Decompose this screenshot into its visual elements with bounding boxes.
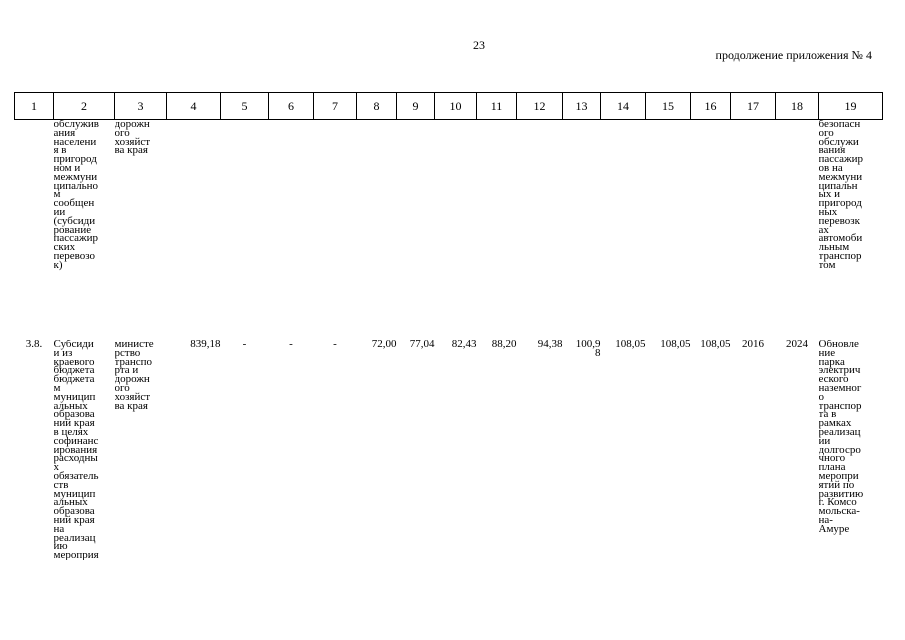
column-header: 2 — [54, 93, 115, 120]
table-row-continued — [15, 120, 883, 341]
table-cell — [15, 120, 54, 341]
column-header: 6 — [269, 93, 314, 120]
table-cell — [517, 120, 563, 341]
table-cell-responsible: министе рство транспо рта и дорожн ого хозяйст ва края — [114, 340, 154, 412]
table-cell — [477, 120, 517, 341]
table-cell-value: 94,38 — [537, 338, 563, 350]
column-header: 3 — [115, 93, 167, 120]
table-cell-result: безопасн ого обслужи вания пассажир ов на межмуни ципальн ых и пригород ных перевозк ах автомоби льным транспор том — [818, 119, 864, 271]
table-cell-description: Субсиди и из краевого бюджета бюджета м муницип альных образова ний края в целях софинанс ирования расходны х обязатель ств муницип альных образова ний края на реализац ию мероприя — [53, 340, 99, 560]
table-cell — [563, 120, 601, 341]
table-cell — [314, 120, 357, 341]
table-cell-value: 108,05 — [660, 338, 691, 350]
table-row-3-8 — [15, 340, 883, 560]
table-cell-value: 108,05 — [700, 338, 731, 350]
column-header: 19 — [819, 93, 883, 120]
table-cell-responsible: дорожн ого хозяйст ва края — [114, 119, 151, 157]
table-cell-value: 72,00 — [371, 338, 397, 350]
column-header: 1 — [15, 93, 54, 120]
column-header: 7 — [314, 93, 357, 120]
table-cell — [221, 120, 269, 341]
column-header: 4 — [167, 93, 221, 120]
column-header: 16 — [691, 93, 731, 120]
column-header: 10 — [435, 93, 477, 120]
table-cell — [269, 120, 314, 341]
table-cell-description: обслужив ания населени я в пригород ном и межмуни ципально м сообщен ии (субсиди рование пассажир ских перевозо к) — [53, 119, 100, 271]
column-header: 14 — [601, 93, 646, 120]
column-header: 15 — [646, 93, 691, 120]
table-cell-value: - — [289, 338, 293, 350]
column-header: 11 — [477, 93, 517, 120]
column-header: 18 — [776, 93, 819, 120]
table-cell-value: - — [242, 338, 247, 350]
table-cell — [731, 120, 776, 341]
column-header: 5 — [221, 93, 269, 120]
table-cell-value: 100,9 8 — [575, 338, 601, 359]
table-cell-value: 88,20 — [491, 338, 517, 350]
column-header: 17 — [731, 93, 776, 120]
table-cell-value: 839,18 — [190, 338, 221, 350]
table-cell — [435, 120, 477, 341]
table-cell-value: - — [333, 338, 337, 350]
table-header-row — [15, 93, 883, 120]
table-cell-value: 82,43 — [451, 338, 477, 350]
column-header: 13 — [563, 93, 601, 120]
page-number: 23 — [473, 38, 485, 52]
table-cell — [776, 120, 819, 341]
table-cell-year-end: 2024 — [786, 338, 808, 350]
table-cell — [646, 120, 691, 341]
appendix-table — [14, 92, 883, 560]
table-cell-result: Обновле ние парка электрич еского наземног о транспор та в рамках реализац ии долгосро чного плана меропри ятий по развитию г. Комсо мольска- на- Амуре — [818, 340, 864, 535]
table-cell — [397, 120, 435, 341]
table-cell — [601, 120, 646, 341]
table-cell — [167, 120, 221, 341]
column-header: 8 — [357, 93, 397, 120]
table-cell-value: 77,04 — [409, 338, 435, 350]
table-cell — [691, 120, 731, 341]
table-cell-number: 3.8. — [25, 338, 43, 350]
column-header: 9 — [397, 93, 435, 120]
table-cell-year-start: 2016 — [742, 338, 764, 350]
table-cell-value: 108,05 — [615, 338, 646, 350]
column-header: 12 — [517, 93, 563, 120]
continuation-label: продолжение приложения № 4 — [715, 48, 872, 62]
table-cell — [357, 120, 397, 341]
